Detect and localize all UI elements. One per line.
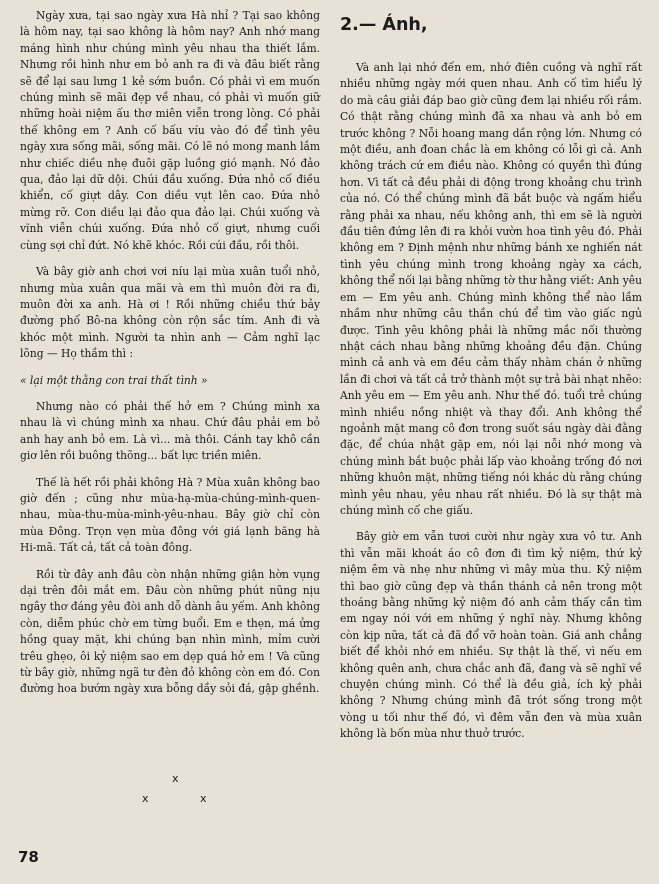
section-title: 2.— Ánh, bbox=[340, 15, 428, 35]
right-paragraph-1: Và anh lại nhớ đến em, nhớ điên cuồng và nghĩ rất nhiều những ngày mới quen nhau. Anh cố tìm hiểu lý do mà câu giải đáp bao giờ cũng đem lại nhiều rối rắm. Có thật rằng chúng mình đã xa nhau và anh bỏ em trước không ? Nỗi hoang mang dần rộng lớn. Nhưng có một điều, anh đoan chắc là em không có lỗi gì cả. Anh không trách cứ em điều nào. Không có quyền thì đúng hơn. Vì tất cả đều phải di động trong khoảng chu trình của nó. Có thể chúng mình đã bắt buộc và ngấm hiểu rằng phải xa nhau, nếu không anh, thì em sẽ là người đầu tiên đứng lên đi ra khỏi vườn hoa tình yêu đó. Phải không em ? Định mệnh như những bánh xe nghiến nát tình yêu chúng mình trong khoảng ngày xa cách, không thể nối lại bằng những tờ thư hằng viết: Anh yêu em — Em yêu anh. Chúng mình không thể nào lầm nhầm như những câu thần chú để tìm vào giấc ngủ được. Tình yêu không phải là những mắc nối thường nhật cách nhau bằng những khoảng đều đặn. Chúng mình cả anh và em đều cảm thấy nhàm chán ở những lần đi chơi và tất cả trở thành một sự trả bài nhạt nhẽo: Anh yêu em — Em yêu anh. Như thế đó. tuổi trẻ chúng mình nhiều nồng nhiệt và thay đổi. Anh không thể ngoảnh mặt mang cô đơn trong suốt sáu ngày dài đằng đặc, để chúa nhật gặp em, nói lại nỗi nhớ mong và chúng mình bắt buộc phải lấp vào khoảng trống đó nơi những khuôn mặt, những tiếng nói khác dù rằng chúng mình yêu nhau, yêu nhau rất nhiều. Đó là sự thật mà chúng mình cố che giấu. bbox=[340, 61, 642, 517]
right-column bbox=[340, 14, 642, 753]
left-paragraph-1: Ngày xưa, tại sao ngày xưa Hà nhỉ ? Tại sao không là hôm nay, tại sao không là hôm nay? Anh nhớ mang máng hình như chúng mình yêu nhau tha thiết lắm. Nhưng rồi hình như em bỏ anh ra đi và đâu biết rằng sẽ để lại sau lưng 1 kẻ sớm buồn. Có phải vì em muốn chúng mình sẽ mãi đẹp về nhau, có phải vì muốn giữ những hoài niệm ấu thơ miên viễn trong lòng. Có phải thế không em ? Anh cố bấu víu vào đó để tình yêu ngày xưa sống mãi, sống mãi. Có lẽ nó mong manh lắm như chiếc diều nhẹ đuôi gặp luồng gió mạnh. Nó đảo qua, đảo lại dữ dội. Chúi đầu xuống. Đứa nhỏ cố điều khiển, cố giựt dây. Con diều vụt lên cao. Đứa nhỏ mừng rỡ. Con diều lại đảo qua đảo lại. Chúi xuống và vĩnh viễn chúi xuống. Đứa nhỏ cố giựt, nhưng cuối cùng sợi chỉ đứt. Nó khẽ khóc. Rồi cúi đầu, rồi thôi. bbox=[20, 9, 320, 252]
separator-mark: x bbox=[200, 792, 207, 805]
right-paragraph-2: Bây giờ em vẫn tươi cười như ngày xưa vô tư. Anh thì vẫn mãi khoát áo cô đơn đi tìm kỷ niệm, thứ kỷ niệm êm và nhẹ như những vì mây mùa thu. Kỷ niệm thì bao giờ cũng đẹp và thần thánh cả nên trong một thoáng bằng những kỷ niệm đó anh cảm thấy cần tìm em ngay nói với em những ý nghĩ này. Nhưng không còn kịp nữa, tất cả đã đổ vỡ hoàn toàn. Giá anh chẳng biết để khỏi nhớ em nhiều. Sự thật là thế, vì nếu em không quên anh, chưa chắc anh đã, đang và sẽ nghĩ về chuyện chúng mình. Có thể là đều giả, ích kỷ phải không ? Nhưng chúng mình đã trót sống trong một vòng u tối như thế đó, vì đêm vẫn đen và mùa xuân không là bốn mùa như thuở trước. bbox=[340, 530, 642, 741]
separator-mark: x bbox=[142, 792, 149, 805]
left-paragraph-2: Và bây giờ anh chơi vơi níu lại mùa xuân tuổi nhỏ, nhưng mùa xuân qua mãi và em thì muôn đời ra đi, muôn đời xa anh. Hà ơi ! Rồi những chiều thứ bảy đường phố Bô-na không còn rộn sắc tím. Anh đi và khóc một mình. Người ta nhìn anh — Cảm nghĩ lạc lõng — Họ thầm thì : bbox=[20, 265, 320, 361]
left-quote: « lại một thằng con trai thất tình » bbox=[20, 373, 208, 387]
left-column bbox=[20, 8, 320, 708]
separator-mark: x bbox=[172, 772, 179, 785]
section-separator bbox=[120, 772, 250, 812]
page-number: 78 bbox=[18, 848, 39, 866]
left-paragraph-5: Rồi từ đây anh đâu còn nhận những giận hờn vụng dại trên đôi mắt em. Đâu còn những phút nũng nịu ngây thơ đáng yêu đòi anh dỗ dành âu yếm. Anh không còn, diễm phúc chờ em từng buổi. Em e thẹn, má ửng hồng quay mặt, khi chúng bạn nhìn mình, mỉm cười trêu ghẹo, ôi kỷ niệm sao em dẹp quá hở em ! Và cũng từ bây giờ, những ngã tư đèn đỏ không còn em đó. Con đường hoa bướm ngày xưa bỗng dầy sỏi đá, gập ghềnh. bbox=[20, 567, 320, 696]
left-paragraph-3: Nhưng nào có phải thế hở em ? Chúng mình xa nhau là vì chúng mình xa nhau. Chứ đâu phải em bỏ anh hay anh bỏ em. Là vì... mà thôi. Cánh tay khô cần giơ lên rồi buông thõng... bất lực triền miên. bbox=[20, 399, 320, 463]
left-paragraph-4: Thế là hết rồi phải không Hà ? Mùa xuân không bao giờ đến ; cũng như mùa-hạ-mùa-chúng-mình-quen-nhau, mùa-thu-mùa-mình-yêu-nhau. Bây giờ chỉ còn mùa Đông. Trọn vẹn mùa đông với giá lạnh băng hà Hi-mã. Tất cả, tất cả toàn đông. bbox=[20, 475, 320, 555]
